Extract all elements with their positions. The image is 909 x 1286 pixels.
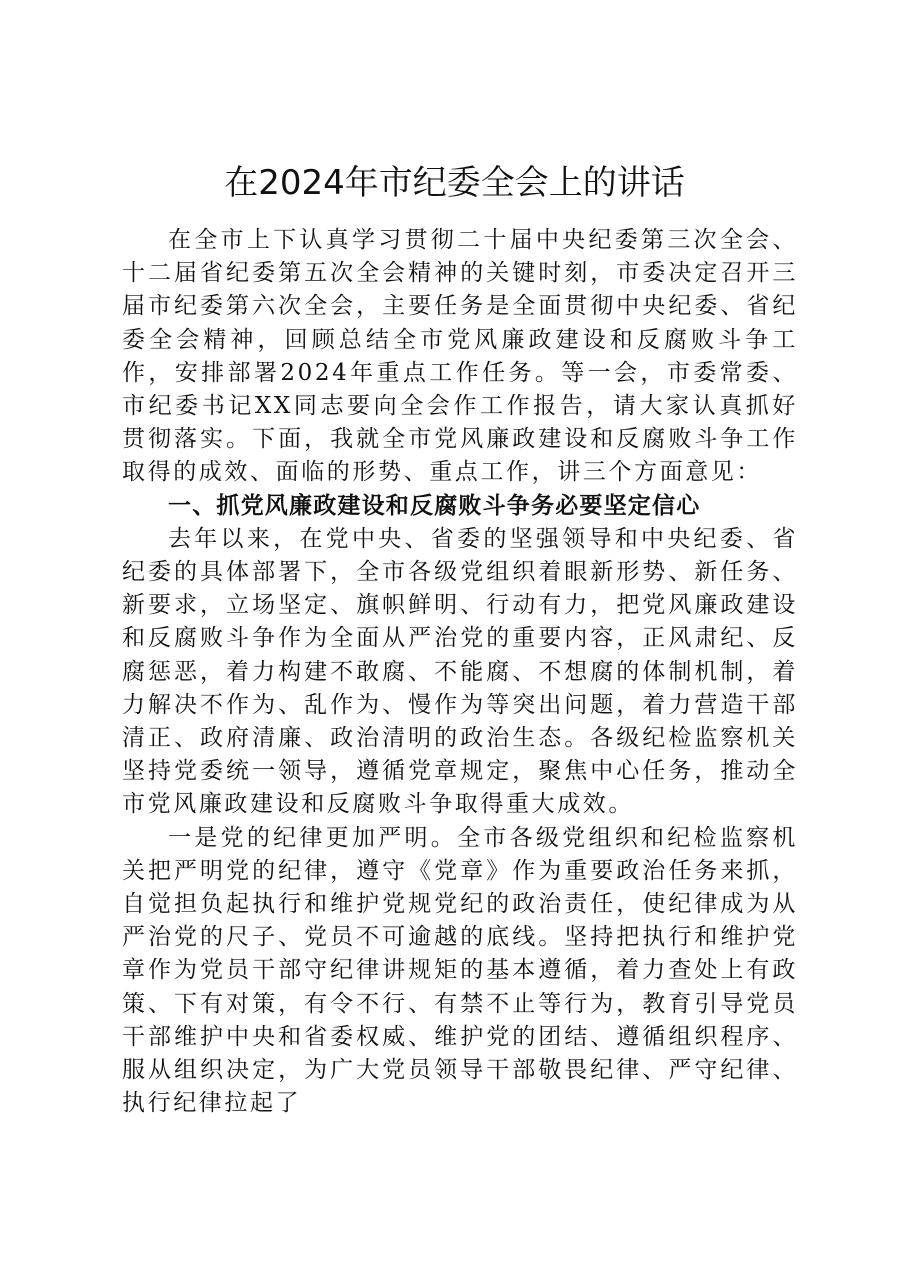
document-body [122, 224, 798, 1120]
document-title: 在2024年市纪委全会上的讲话 [224, 163, 685, 203]
paragraph-intro: 在全市上下认真学习贯彻二十届中央纪委第三次全会、十二届省纪委第五次全会精神的关键时刻，市委决定召开三届市纪委第六次全会，主要任务是全面贯彻中央纪委、省纪委全会精神，回顾总结全市党风廉政建设和反腐败斗争工作，安排部署2024年重点工作任务。等一会，市委常委、市纪委书记XX同志要向全会作工作报告，请大家认真抓好贯彻落实。下面，我就全市党风廉政建设和反腐败斗争工作取得的成效、面临的形势、重点工作，讲三个方面意见： [122, 227, 798, 486]
paragraph-overview: 去年以来，在党中央、省委的坚强领导和中央纪委、省纪委的具体部署下，全市各级党组织着眼新形势、新任务、新要求，立场坚定、旗帜鲜明、行动有力，把党风廉政建设和反腐败斗争作为全面从严治党的重要内容，正风肃纪、反腐惩恶，着力构建不敢腐、不能腐、不想腐的体制机制，着力解决不作为、乱作为、慢作为等突出问题，着力营造干部清正、政府清廉、政治清明的政治生态。各级纪检监察机关坚持党委统一领导，遵循党章规定，聚焦中心任务，推动全市党风廉政建设和反腐败斗争取得重大成效。 [122, 525, 798, 818]
paragraph-discipline: 一是党的纪律更加严明。全市各级党组织和纪检监察机关把严明党的纪律，遵守《党章》作为重要政治任务来抓，自觉担负起执行和维护党规党纪的政治责任，使纪律成为从严治党的尺子、党员不可逾越的底线。坚持把执行和维护党章作为党员干部守纪律讲规矩的基本遵循，着力查处上有政策、下有对策，有令不行、有禁不止等行为，教育引导党员干部维护中央和省委权威、维护党的团结、遵循组织程序、服从组织决定，为广大党员领导干部敬畏纪律、严守纪律、执行纪律拉起了 [122, 824, 798, 1117]
section-heading-1: 一、抓党风廉政建设和反腐败斗争务必要坚定信心 [168, 492, 701, 519]
